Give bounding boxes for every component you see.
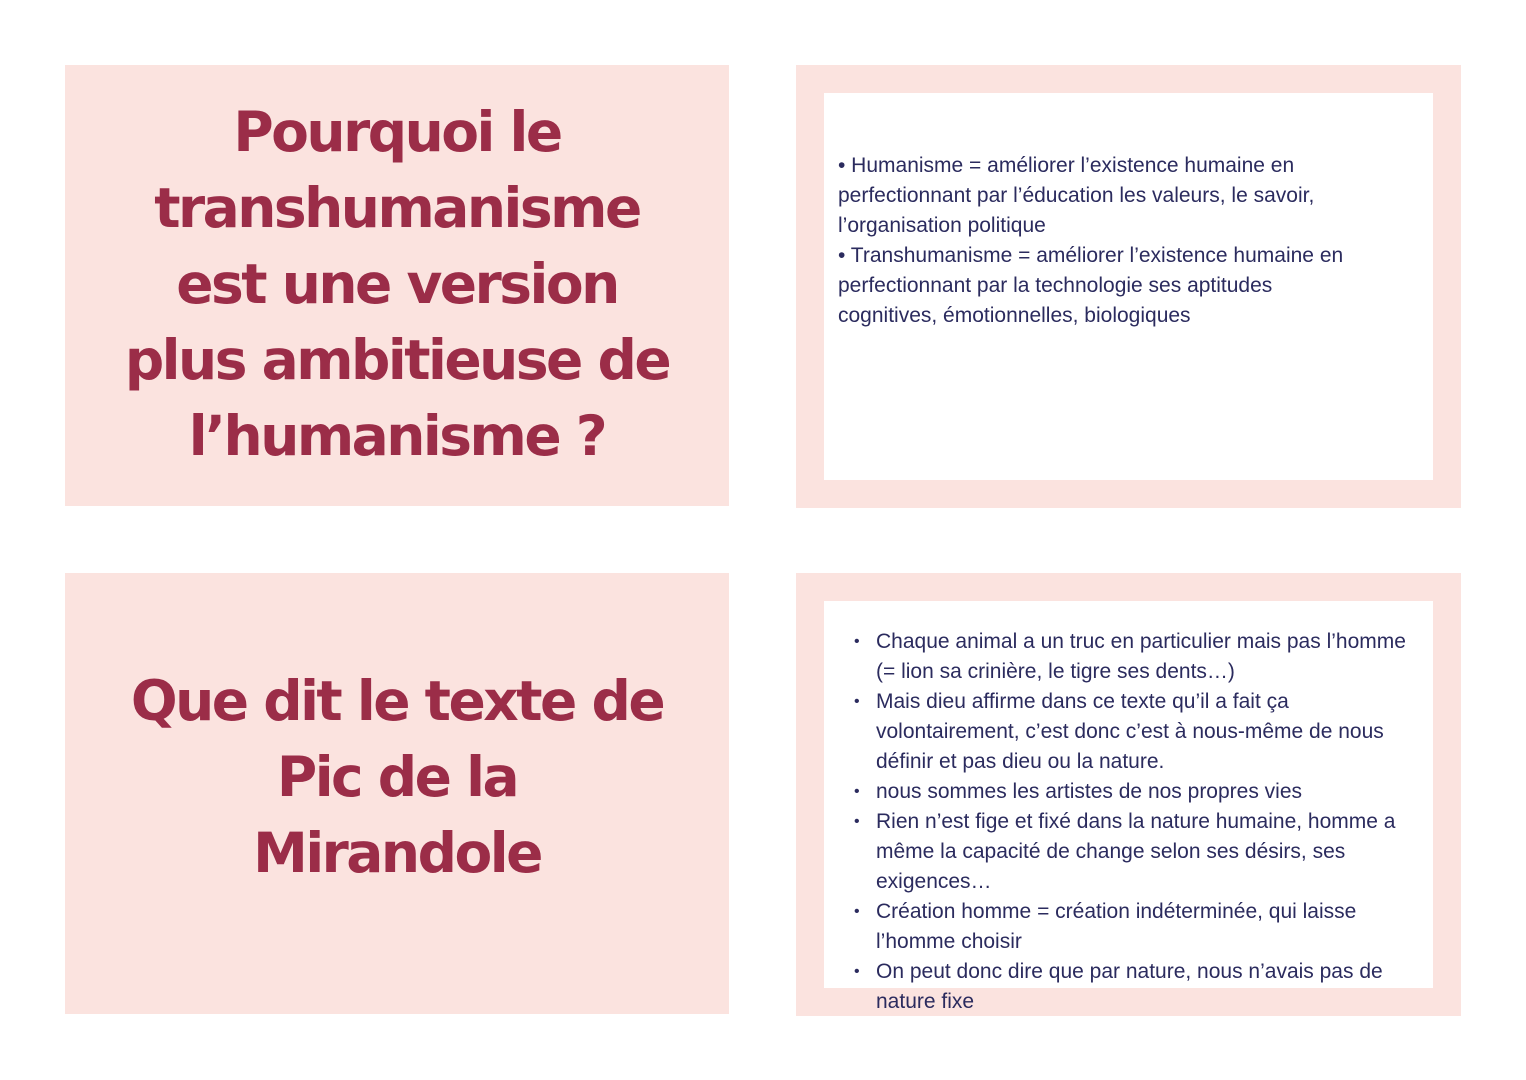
answer-bullet: • Création homme = création indéterminée, qui laisse l’homme choisir xyxy=(876,897,1409,957)
answer-line: perfectionnant par la technologie ses aptitudes xyxy=(838,274,1273,297)
answer-bullet: • On peut donc dire que par nature, nous n’avais pas de nature fixe xyxy=(876,957,1409,1017)
question-line: Pourquoi le xyxy=(233,99,561,164)
question-line: Pic de la xyxy=(276,744,518,809)
answer-line: • Transhumanisme = améliorer l’existence humaine en xyxy=(838,244,1344,267)
answer-box xyxy=(824,601,1433,1013)
answer-bullet-list xyxy=(876,627,1409,1017)
question-heading xyxy=(117,663,677,891)
flashcard-question-1 xyxy=(65,65,729,506)
flashcard-answer-1 xyxy=(796,65,1461,508)
answer-bullet: • Chaque animal a un truc en particulier mais pas l’homme (= lion sa crinière, le tigre ses dents…) xyxy=(876,627,1409,687)
answer-line: l’organisation politique xyxy=(838,214,1046,237)
answer-bullet: • Mais dieu affirme dans ce texte qu’il a fait ça volontairement, c’est donc c’est à nous-même de nous définir et pas dieu ou la nature. xyxy=(876,687,1409,777)
answer-line: perfectionnant par l’éducation les valeurs, le savoir, xyxy=(838,184,1315,207)
flashcard-question-2 xyxy=(65,573,729,1014)
question-line: plus ambitieuse de xyxy=(124,327,670,392)
answer-line: cognitives, émotionnelles, biologiques xyxy=(838,304,1191,327)
question-heading xyxy=(117,94,677,474)
answer-line: • Humanisme = améliorer l’existence humaine en xyxy=(838,154,1295,177)
question-line: est une version xyxy=(176,251,618,316)
question-line: transhumanisme xyxy=(154,175,640,240)
question-line: l’humanisme ? xyxy=(188,403,606,468)
answer-box xyxy=(824,93,1433,480)
question-line: Que dit le texte de xyxy=(130,668,664,733)
question-line: Mirandole xyxy=(253,820,541,885)
answer-bullet: • nous sommes les artistes de nos propres vies xyxy=(876,777,1409,807)
flashcard-answer-2 xyxy=(796,573,1461,1016)
answer-bullet: • Rien n’est fige et fixé dans la nature humaine, homme a même la capacité de change selon ses désirs, ses exigences… xyxy=(876,807,1409,897)
